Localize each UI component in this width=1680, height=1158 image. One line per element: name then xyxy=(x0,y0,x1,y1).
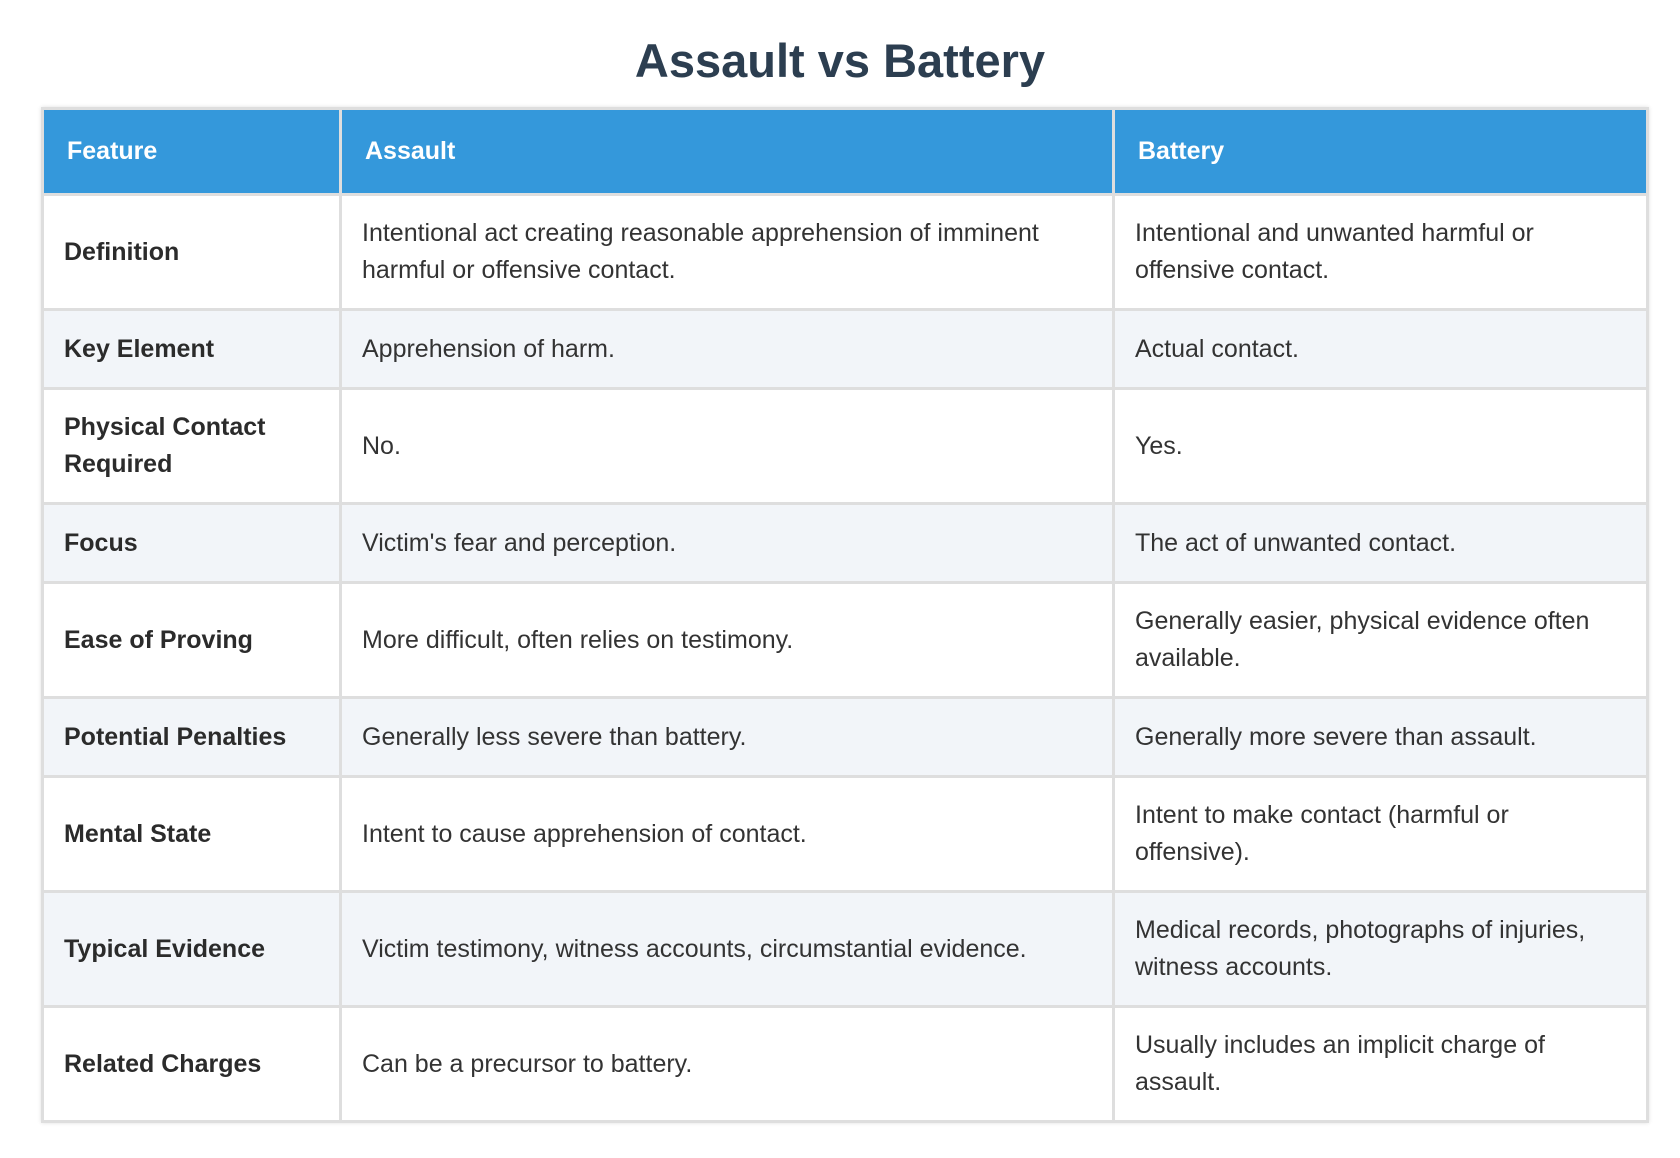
battery-cell: The act of unwanted contact. xyxy=(1114,504,1648,583)
battery-cell: Usually includes an implicit charge of assault. xyxy=(1114,1007,1648,1122)
table-row xyxy=(43,195,1648,310)
table-row xyxy=(43,892,1648,1007)
table-row xyxy=(43,777,1648,892)
comparison-table xyxy=(41,107,1649,1123)
battery-cell: Medical records, photographs of injuries, witness accounts. xyxy=(1114,892,1648,1007)
table-row xyxy=(43,389,1648,504)
assault-cell: More difficult, often relies on testimony. xyxy=(341,583,1114,698)
feature-cell: Potential Penalties xyxy=(43,698,341,777)
header-assault: Assault xyxy=(341,109,1114,195)
header-feature: Feature xyxy=(43,109,341,195)
feature-cell: Focus xyxy=(43,504,341,583)
table-body xyxy=(43,195,1648,1122)
header-row xyxy=(43,109,1648,195)
table-row xyxy=(43,1007,1648,1122)
table-row xyxy=(43,583,1648,698)
page-title: Assault vs Battery xyxy=(634,34,1046,87)
assault-cell: Intent to cause apprehension of contact. xyxy=(341,777,1114,892)
feature-cell: Mental State xyxy=(43,777,341,892)
battery-cell: Intentional and unwanted harmful or offensive contact. xyxy=(1114,195,1648,310)
battery-cell: Actual contact. xyxy=(1114,310,1648,389)
assault-cell: Intentional act creating reasonable apprehension of imminent harmful or offensive contact. xyxy=(341,195,1114,310)
feature-cell: Physical Contact Required xyxy=(43,389,341,504)
assault-cell: Victim's fear and perception. xyxy=(341,504,1114,583)
battery-cell: Generally easier, physical evidence often available. xyxy=(1114,583,1648,698)
table-row xyxy=(43,698,1648,777)
assault-cell: Generally less severe than battery. xyxy=(341,698,1114,777)
comparison-table-container xyxy=(41,107,1646,1123)
assault-cell: Victim testimony, witness accounts, circumstantial evidence. xyxy=(341,892,1114,1007)
feature-cell: Key Element xyxy=(43,310,341,389)
assault-cell: Apprehension of harm. xyxy=(341,310,1114,389)
battery-cell: Yes. xyxy=(1114,389,1648,504)
assault-cell: Can be a precursor to battery. xyxy=(341,1007,1114,1122)
table-row xyxy=(43,310,1648,389)
feature-cell: Typical Evidence xyxy=(43,892,341,1007)
assault-cell: No. xyxy=(341,389,1114,504)
table-header xyxy=(43,109,1648,195)
feature-cell: Related Charges xyxy=(43,1007,341,1122)
feature-cell: Ease of Proving xyxy=(43,583,341,698)
battery-cell: Intent to make contact (harmful or offensive). xyxy=(1114,777,1648,892)
header-battery: Battery xyxy=(1114,109,1648,195)
feature-cell: Definition xyxy=(43,195,341,310)
table-row xyxy=(43,504,1648,583)
battery-cell: Generally more severe than assault. xyxy=(1114,698,1648,777)
